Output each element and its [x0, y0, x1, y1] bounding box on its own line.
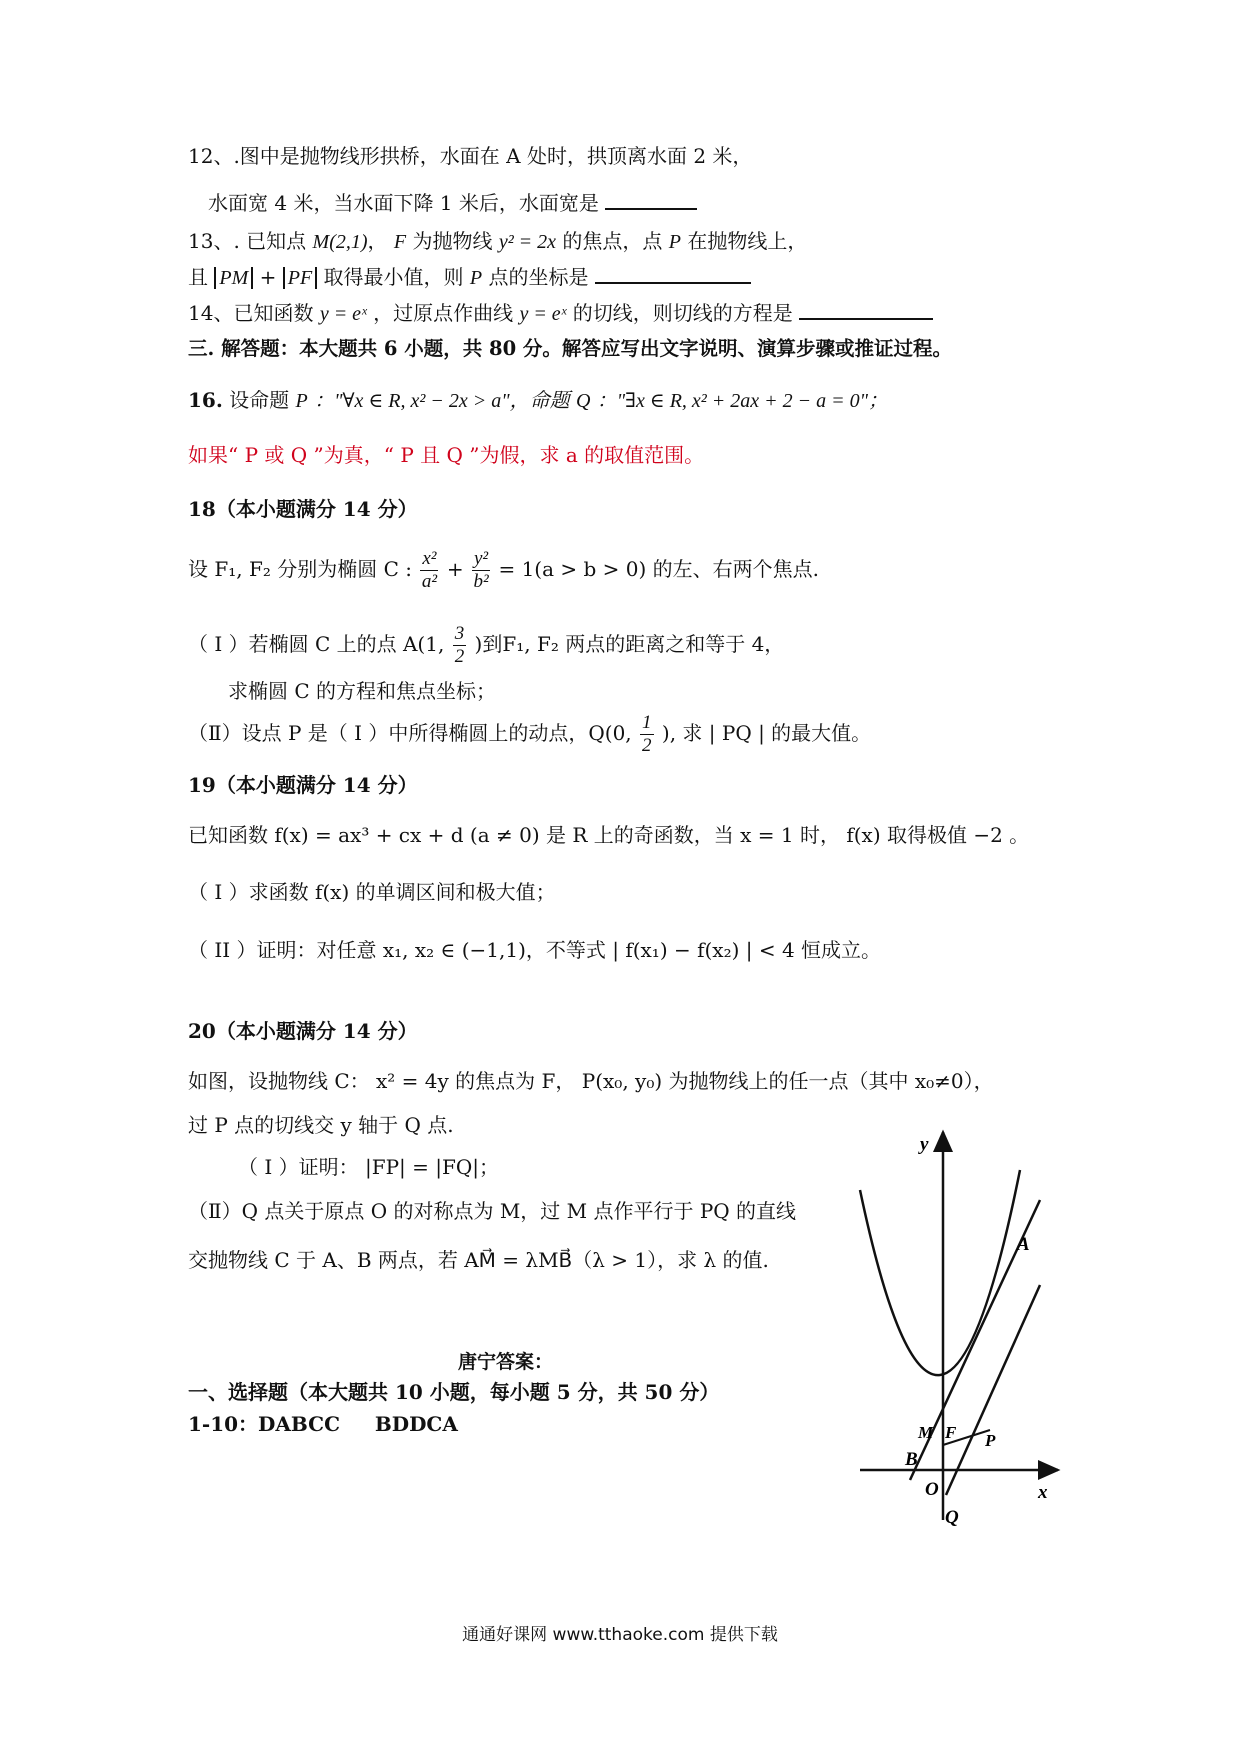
parabola-figure	[850, 1120, 1080, 1530]
numerator: x²	[422, 548, 437, 569]
plus-sign: +	[259, 265, 277, 289]
answer-blank	[799, 296, 933, 320]
q18-part1-line2: 求椭圆 C 的方程和焦点坐标；	[228, 679, 497, 703]
answers-section1: 一、选择题（本大题共 10 小题，每小题 5 分，共 50 分）	[188, 1380, 720, 1404]
q13-text-h: 点的坐标是	[488, 265, 589, 289]
denominator: 2	[454, 646, 465, 667]
q18-intro-b: = 1(a > b > 0) 的左、右两个焦点.	[498, 557, 820, 581]
label-q: Q	[945, 1507, 959, 1528]
q20-line1: 如图，设抛物线 C： x² = 4y 的焦点为 F， P(x₀, y₀) 为抛物线上的任一点（其中 x₀≠0），	[188, 1069, 994, 1093]
q16-proposition-q-body: ："∃x ∈ R, x² + 2ax + 2 − a = 0"；	[596, 390, 889, 412]
fraction-y2-b2	[472, 548, 490, 593]
numerator: y²	[473, 548, 489, 569]
q13-line2	[188, 260, 751, 292]
q13-text-c: 为抛物线	[412, 229, 493, 253]
label-b: B	[905, 1449, 918, 1470]
label-x: x	[1038, 1482, 1048, 1503]
fraction-3-2	[453, 623, 467, 668]
abs-pm: PM	[214, 267, 253, 289]
label-o: O	[925, 1479, 939, 1500]
plus-sign: +	[446, 557, 464, 581]
q12-line1: 12、.图中是抛物线形拱桥，水面在 A 处时，拱顶离水面 2 米，	[188, 144, 753, 168]
answer-blank	[595, 260, 751, 284]
q18-part2	[188, 712, 871, 757]
q13-text-b: ，	[367, 229, 388, 253]
q18-intro-a: 设 F₁, F₂ 分别为椭圆 C :	[188, 557, 412, 581]
tangent-pq	[946, 1285, 1040, 1495]
q12-line2-text: 水面宽 4 米，当水面下降 1 米后，水面宽是	[208, 191, 599, 215]
q14-text-b: ，过原点作曲线	[373, 301, 514, 325]
q18-part1-a: （ I ）若椭圆 C 上的点 A(1,	[188, 632, 445, 656]
q19-intro: 已知函数 f(x) = ax³ + cx + d (a ≠ 0) 是 R 上的奇函数，当 x = 1 时， f(x) 取得极值 −2 。	[188, 823, 1030, 847]
point-p-2: P	[469, 267, 483, 289]
label-a: A	[1017, 1234, 1030, 1255]
q20-part1: （ I ）证明： |FP| = |FQ|；	[238, 1155, 500, 1179]
answers-title: 唐宁答案：	[458, 1351, 554, 1373]
q20-part2-line2: 交抛物线 C 于 A、B 两点，若 AM⃗ = λMB⃗（λ > 1），求 λ 的值.	[188, 1248, 769, 1272]
q18-part1	[188, 623, 784, 668]
q13-text-g: 取得最小值，则	[323, 265, 464, 289]
section-3-heading: 三. 解答题：本大题共 6 小题，共 80 分。解答应写出文字说明、演算步骤或推证过程。	[188, 337, 952, 360]
focus-f: F	[393, 231, 407, 253]
q13-text-e: 在抛物线上，	[687, 229, 808, 253]
q13-text-f: 且	[188, 265, 208, 289]
q16-proposition-p-body: ："∀x ∈ R, x² − 2x > a"，命题	[314, 390, 570, 412]
q16-requirement: 如果“ P 或 Q ”为真，“ P 且 Q ”为假，求 a 的取值范围。	[188, 443, 705, 467]
q20-line2: 过 P 点的切线交 y 轴于 Q 点.	[188, 1113, 454, 1137]
q19-title: 19（本小题满分 14 分）	[188, 773, 418, 797]
q16-text-a: 设命题	[229, 388, 290, 412]
proposition-q: Q	[575, 390, 591, 412]
numerator: 3	[454, 623, 465, 644]
q14-line	[188, 296, 933, 328]
fraction-x2-a2	[420, 548, 438, 593]
q18-intro	[188, 548, 819, 593]
fraction-1-2	[640, 712, 654, 757]
q18-title: 18（本小题满分 14 分）	[188, 497, 418, 521]
q13-text-d: 的焦点，点	[562, 229, 663, 253]
q18-part2-b: ), 求 | PQ | 的最大值。	[661, 721, 872, 745]
label-f: F	[945, 1423, 957, 1442]
point-m: M(2,1)	[312, 231, 368, 253]
q20-title: 20（本小题满分 14 分）	[188, 1019, 418, 1043]
q14-text-a: 14、已知函数	[188, 301, 314, 325]
proposition-p: P	[295, 390, 308, 412]
point-p: P	[668, 231, 681, 253]
q12-line2	[208, 186, 697, 217]
q20-part2-line1: （Ⅱ）Q 点关于原点 O 的对称点为 M，过 M 点作平行于 PQ 的直线	[188, 1199, 797, 1223]
label-y: y	[920, 1134, 929, 1155]
parabola-equation: y² = 2x	[498, 231, 557, 253]
answer-blank	[605, 186, 697, 210]
denominator: b²	[473, 571, 489, 592]
label-m: M	[918, 1423, 934, 1442]
q18-part1-b: )到F₁, F₂ 两点的距离之和等于 4，	[474, 632, 785, 656]
q16-line	[188, 386, 888, 415]
abs-pf: PF	[283, 267, 317, 289]
q19-part2: （ II ）证明：对任意 x₁, x₂ ∈ (−1,1)，不等式 | f(x₁) − f(x₂) | < 4 恒成立。	[188, 938, 882, 962]
q13-line1	[188, 227, 807, 256]
denominator: a²	[421, 571, 438, 592]
q13-text-a: 13、. 已知点	[188, 229, 307, 253]
q19-part1: （ I ）求函数 f(x) 的单调区间和极大值；	[188, 880, 556, 904]
denominator: 2	[642, 735, 652, 756]
function-exp-2: y = eˣ	[519, 303, 567, 325]
answers-choices: 1-10：DABCC BDDCA	[188, 1412, 458, 1436]
function-exp: y = eˣ	[319, 303, 367, 325]
q18-part2-a: （Ⅱ）设点 P 是（ I ）中所得椭圆上的动点，Q(0,	[188, 721, 632, 745]
page-footer: 通通好课网 www.tthaoke.com 提供下载	[462, 1625, 778, 1645]
numerator: 1	[642, 712, 652, 733]
q14-text-c: 的切线，则切线的方程是	[572, 301, 793, 325]
q16-number: 16.	[188, 388, 223, 412]
parabola-curve	[860, 1170, 1020, 1375]
label-p: P	[985, 1431, 996, 1450]
